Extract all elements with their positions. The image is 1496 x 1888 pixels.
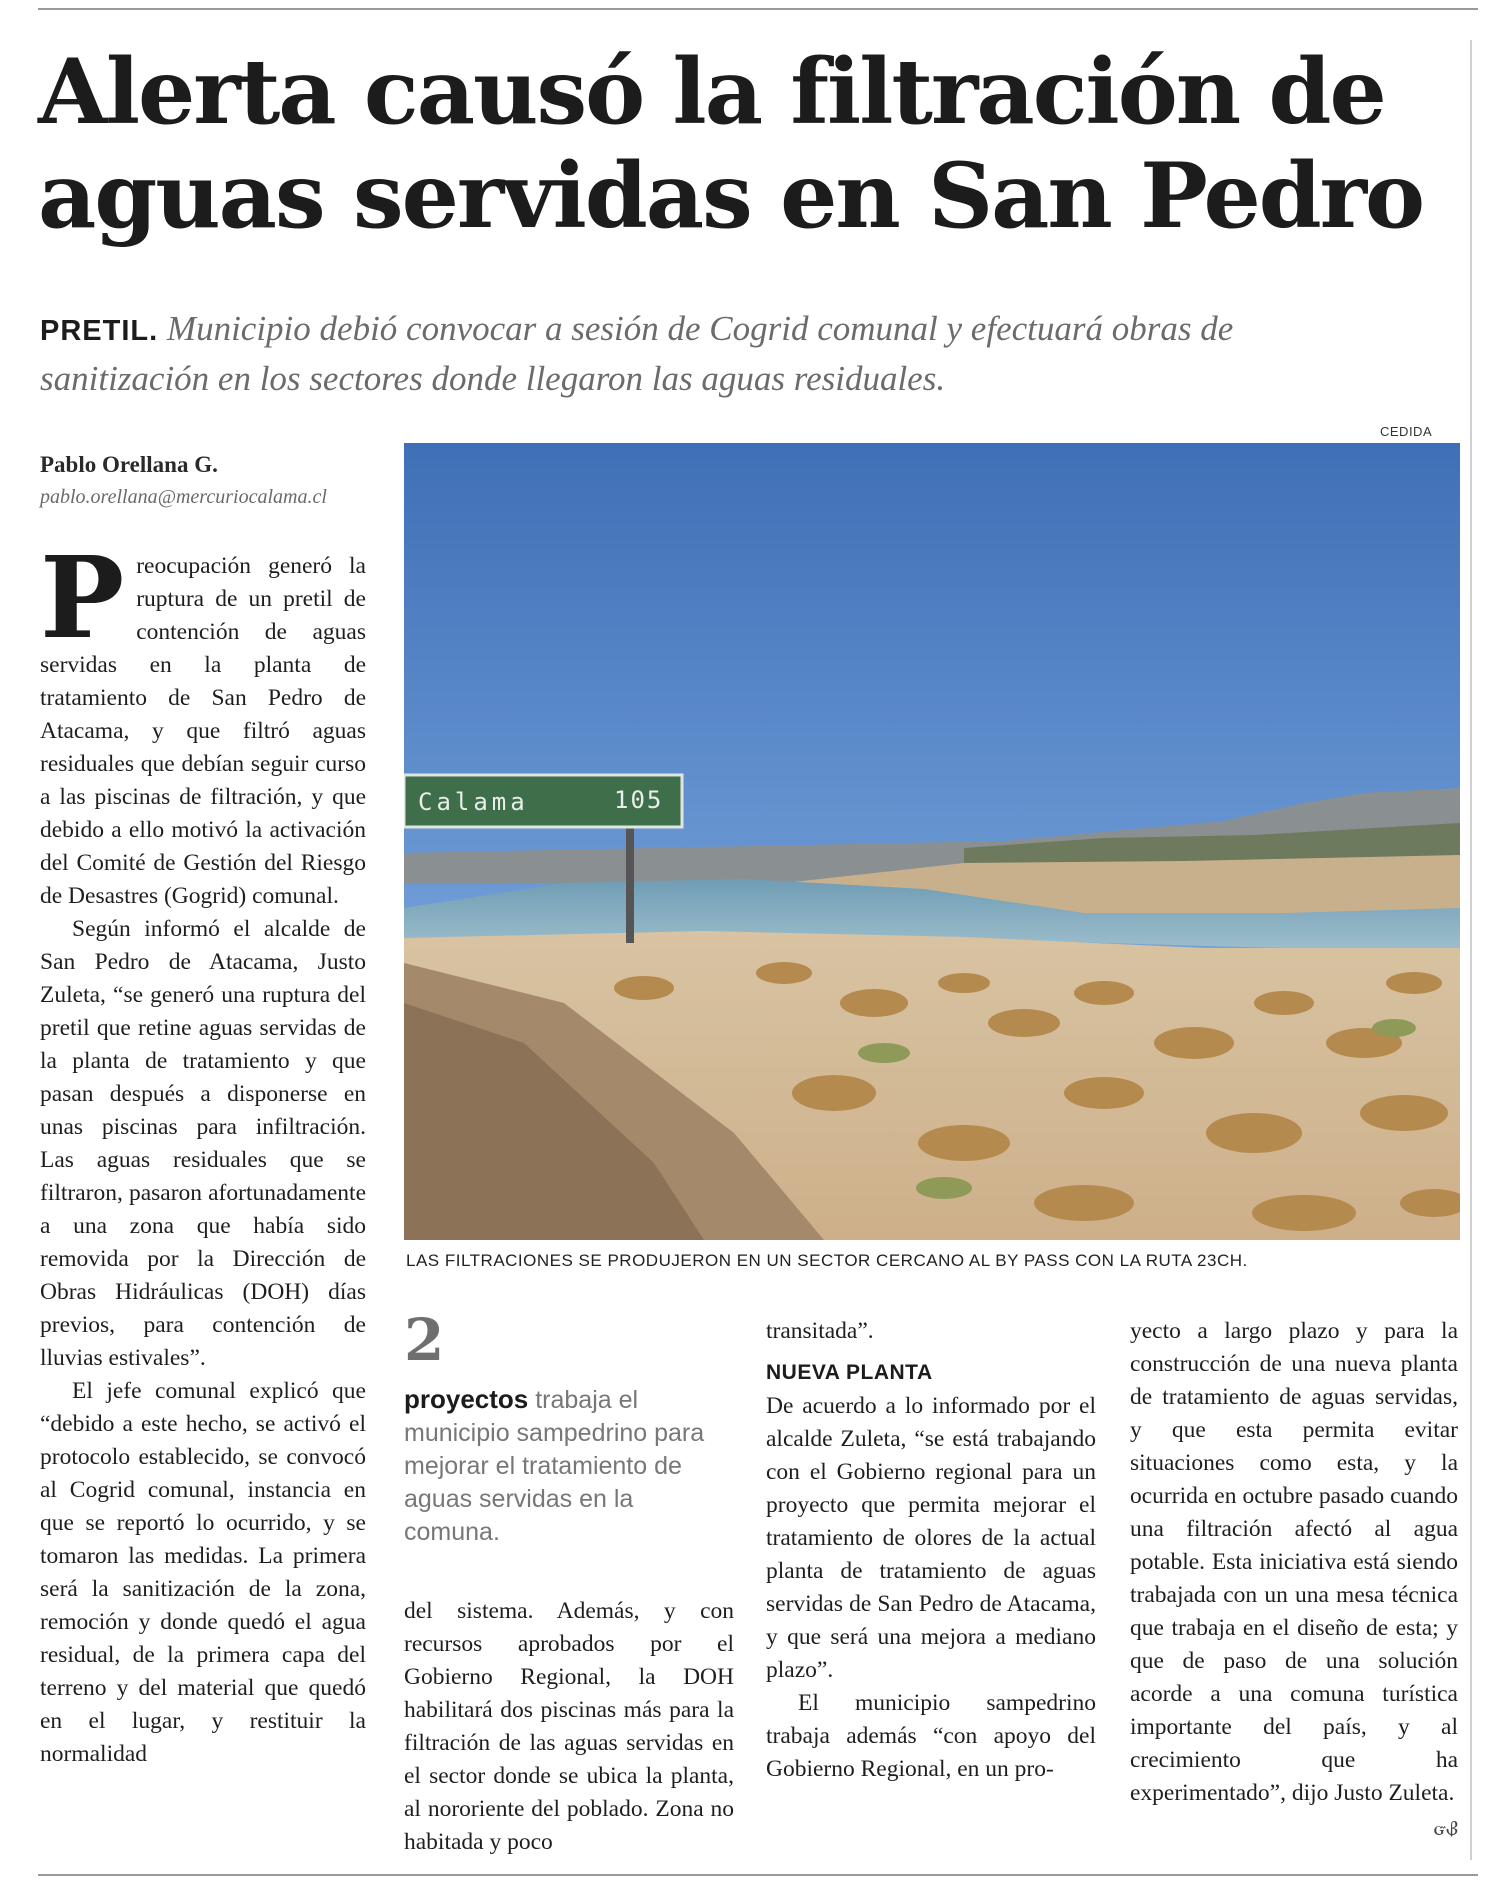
body-column-4 xyxy=(1130,1315,1458,1845)
paragraph-7: El municipio sampedrino trabaja además “con apoyo del Gobierno Regional, en un pro- xyxy=(766,1690,1096,1782)
article-photo xyxy=(404,443,1460,1240)
paragraph-4: del sistema. Además, y con recursos aprobados por el Gobierno Regional, la DOH habilitará dos piscinas más para la filtración de las aguas servidas en el sector donde se ubica la planta, al nororiente del poblado. Zona no habitada y poco xyxy=(404,1598,734,1855)
paragraph-8: yecto a largo plazo y para la construcción de una nueva planta de tratamiento de aguas servidas, y que esta permita evitar situaciones como esta, y la ocurrida en octubre pasado cuando una filtración afectó al agua potable. Esta iniciativa está siendo trabajada con un una mesa técnica que trabaja en el diseño de esta; y que de paso de una solución acorde a una comuna turística importante del país, y al crecimiento que ha experimentado”, dijo Justo Zuleta. ᏻᏰ xyxy=(1130,1315,1458,1810)
deck-kicker: PRETIL. xyxy=(40,315,159,347)
highlight-number: 2 xyxy=(404,1306,445,1374)
subhead-nueva-planta: NUEVA PLANTA xyxy=(766,1361,933,1384)
highlight-text xyxy=(404,1383,734,1549)
byline xyxy=(40,452,327,509)
bottom-rule xyxy=(38,1874,1478,1876)
paragraph-6: De acuerdo a lo informado por el alcalde Zuleta, “se está trabajando con el Gobierno regional para un proyecto que permita mejorar el tratamiento de olores de la actual planta de tratamiento de aguas servidas de San Pedro de Atacama, y que será una mejora a mediano plazo”. xyxy=(766,1393,1096,1683)
body-column-2 xyxy=(404,1595,734,1859)
sign-distance-text: 105 xyxy=(614,786,664,814)
adjacent-page-edge xyxy=(1470,40,1472,1860)
byline-author: Pablo Orellana G. xyxy=(40,452,218,477)
photo-caption: LAS FILTRACIONES SE PRODUJERON EN UN SECTOR CERCANO AL BY PASS CON LA RUTA 23CH. xyxy=(406,1251,1248,1270)
highlight-lead: proyectos xyxy=(404,1384,529,1414)
photo-credit: CEDIDA xyxy=(1380,424,1433,439)
paragraph-2: Según informó el alcalde de San Pedro de Atacama, Justo Zuleta, “se generó una ruptura del pretil que retine aguas servidas de la planta de tratamiento y que pasan después a disponerse en unas piscinas para infiltración. Las aguas residuales que se filtraron, pasaron afortunadamente a una zona que había sido removida por la Dirección de Obras Hidráulicas (DOH) días previos, para contención de lluvias estivales”. xyxy=(40,916,366,1371)
headline: Alerta causó la filtración de aguas servidas en San Pedro xyxy=(38,39,1424,249)
sign-place-text: Calama xyxy=(418,788,529,816)
end-mark-icon: ᏻᏰ xyxy=(1433,1816,1458,1840)
top-rule xyxy=(38,8,1478,10)
body-column-3 xyxy=(766,1315,1096,1786)
paragraph-3: El jefe comunal explicó que “debido a este hecho, se activó el protocolo establecido, se convocó al Cogrid comunal, instancia en que se reportó lo ocurrido, y se tomaron las medidas. La primera será la sanitización de la zona, remoción y donde quedó el agua residual, de la primera capa del terreno y del material que quedó en el lugar, y restituir la normalidad xyxy=(40,1378,366,1767)
paragraph-5: transitada”. xyxy=(766,1318,874,1344)
deck-text: Municipio debió convocar a sesión de Cogrid comunal y efectuará obras de sanitización en los sectores donde llegaron las aguas residuales. xyxy=(40,309,1234,398)
body-column-1 xyxy=(40,533,366,1771)
drop-cap: P xyxy=(40,533,125,664)
paragraph-1: Preocupación generó la ruptura de un pretil de contención de aguas servidas en la planta de tratamiento de San Pedro de Atacama, y que filtró aguas residuales que debían seguir curso a las piscinas de filtración, y que debido a ello motivó la activación del Comité de Gestión del Riesgo de Desastres (Gogrid) comunal. xyxy=(40,533,366,909)
highlight-body: trabaja el municipio sampedrino para mejorar el tratamiento de aguas servidas en la comuna. xyxy=(404,1386,705,1546)
byline-email[interactable]: pablo.orellana@mercuriocalama.cl xyxy=(40,486,327,508)
deck xyxy=(40,305,1360,403)
